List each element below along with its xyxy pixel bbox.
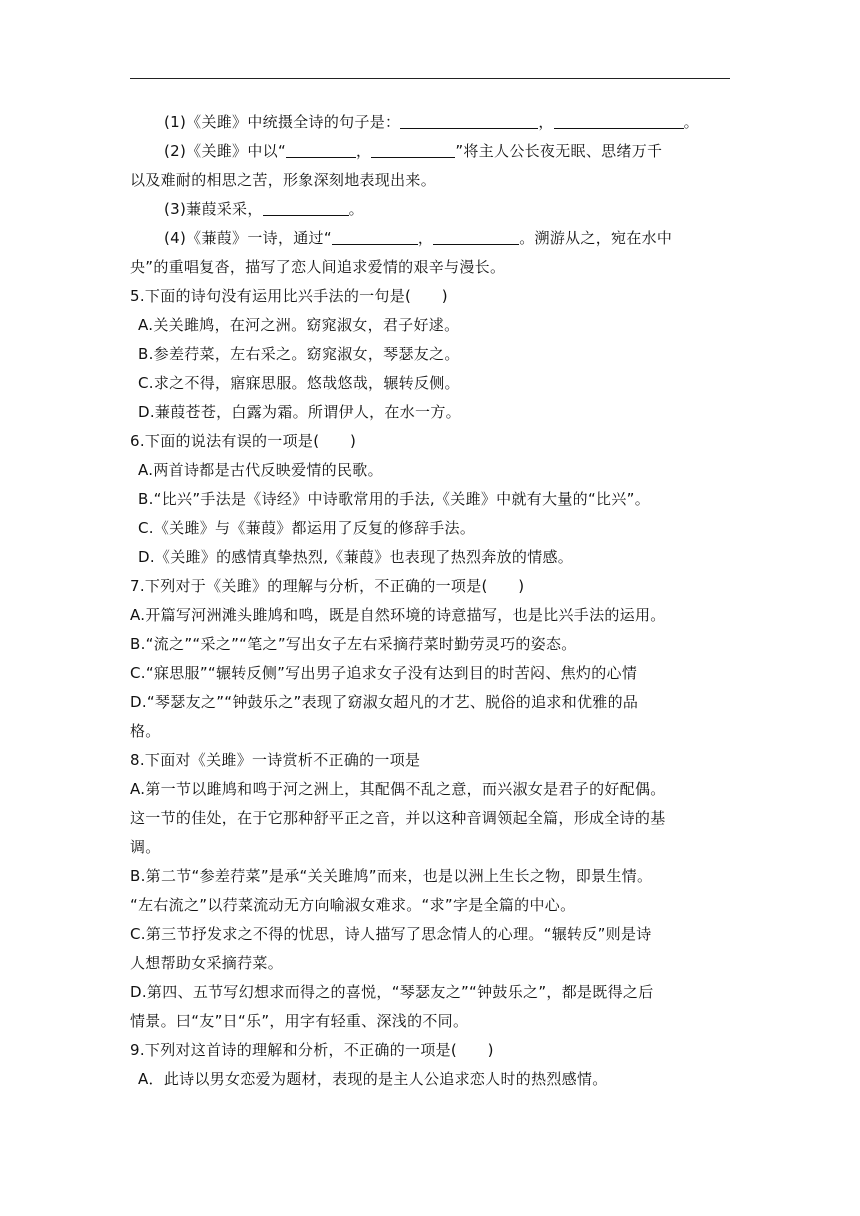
fill-in-text: 。溯游从之，宛在水中: [519, 229, 673, 247]
answer-blank[interactable]: [433, 227, 519, 245]
answer-blank[interactable]: [332, 227, 418, 245]
answer-blank[interactable]: [263, 198, 349, 216]
answer-option[interactable]: C.《关雎》与《蒹葭》都运用了反复的修辞手法。: [138, 519, 476, 537]
question-stem: 5.下面的诗句没有运用比兴手法的一句是( ): [130, 287, 448, 305]
answer-option[interactable]: A.关关雎鸠，在河之洲。窈窕淑女，君子好逑。: [138, 316, 460, 334]
fill-in-text: ”将主人公长夜无眠、思绪万千: [455, 142, 663, 160]
fill-in-text: ，: [356, 142, 372, 160]
answer-option[interactable]: C.“寐思服”“辗转反侧”写出男子追求女子没有达到目的时苦闷、焦灼的心情: [130, 664, 638, 682]
fill-in-item-2: [130, 137, 734, 166]
fill-in-text: (4)《蒹葭》一诗，通过“: [164, 229, 332, 247]
answer-option[interactable]: A.第一节以雎鸠和鸣于河之洲上，其配偶不乱之意，而兴淑女是君子的好配偶。: [130, 780, 666, 798]
answer-blank[interactable]: [286, 140, 356, 158]
answer-option-cont: 情景。曰“友”日“乐”，用字有轻重、深浅的不同。: [130, 1012, 469, 1030]
answer-blank[interactable]: [554, 111, 684, 129]
answer-option[interactable]: D.《关雎》的感情真挚热烈,《蒹葭》也表现了热烈奔放的情感。: [138, 548, 574, 566]
answer-option[interactable]: D.蒹葭苍苍，白露为霜。所谓伊人，在水一方。: [138, 403, 461, 421]
content-body: [130, 108, 734, 1094]
fill-in-text: 。: [348, 200, 364, 218]
answer-option[interactable]: D.“琴瑟友之”“钟鼓乐之”表现了窈淑女超凡的才艺、脱俗的追求和优雅的品: [130, 693, 639, 711]
answer-option-cont: 调。: [130, 838, 161, 856]
question-stem: 7.下列对于《关雎》的理解与分析，不正确的一项是( ): [130, 577, 525, 595]
answer-option[interactable]: C.第三节抒发求之不得的忧思，诗人描写了思念情人的心理。“辗转反”则是诗: [130, 925, 652, 943]
answer-option[interactable]: B.参差荇菜，左右采之。窈窕淑女，琴瑟友之。: [138, 345, 460, 363]
question-stem: 9.下列对这首诗的理解和分析，不正确的一项是( ): [130, 1041, 494, 1059]
fill-in-text: 。: [683, 113, 699, 131]
fill-in-item-1: [130, 108, 734, 137]
fill-in-item-3: [130, 195, 734, 224]
answer-option-cont: 格。: [130, 722, 161, 740]
answer-option[interactable]: D.第四、五节写幻想求而得之的喜悦，“琴瑟友之”“钟鼓乐之”，都是既得之后: [130, 983, 654, 1001]
answer-option-cont: “左右流之”以荇菜流动无方向喻淑女难求。“求”字是全篇的中心。: [130, 896, 576, 914]
fill-in-text: ，: [417, 229, 434, 247]
answer-option[interactable]: B.第二节“参差荇菜”是承“关关雎鸠”而来，也是以洲上生长之物，即景生情。: [130, 867, 653, 885]
answer-option[interactable]: A.两首诗都是古代反映爱情的民歌。: [138, 461, 383, 479]
fill-in-text: ，: [538, 113, 554, 131]
question-stem: 6.下面的说法有误的一项是( ): [130, 432, 357, 450]
answer-option[interactable]: A．此诗以男女恋爱为题材，表现的是主人公追求恋人时的热烈感情。: [138, 1070, 608, 1088]
answer-blank[interactable]: [371, 140, 455, 158]
fill-in-text: (1)《关雎》中统摄全诗的句子是：: [164, 113, 401, 131]
answer-option[interactable]: A.开篇写河洲滩头雎鸠和鸣，既是自然环境的诗意描写，也是比兴手法的运用。: [130, 606, 666, 624]
answer-blank[interactable]: [400, 111, 538, 129]
answer-option-cont: 人想帮助女采摘荇菜。: [130, 954, 284, 972]
fill-in-item-4: [130, 224, 734, 253]
answer-option[interactable]: B.“流之”“采之”“笔之”写出女子左右采摘荇菜时勤劳灵巧的姿态。: [130, 635, 577, 653]
fill-in-item-2-cont: 以及难耐的相思之苦，形象深刻地表现出来。: [130, 171, 437, 189]
question-stem: 8.下面对《关雎》一诗赏析不正确的一项是: [130, 751, 421, 769]
fill-in-text: (3)蒹葭采采，: [164, 200, 263, 218]
answer-option-cont: 这一节的佳处，在于它那种舒平正之音，并以这种音调领起全篇，形成全诗的基: [130, 809, 666, 827]
fill-in-item-4-cont: 央”的重唱复沓，描写了恋人间追求爱情的艰辛与漫长。: [130, 258, 506, 276]
fill-in-text: (2)《关雎》中以“: [164, 142, 287, 160]
header-rule: [130, 78, 730, 79]
answer-option[interactable]: B.“比兴”手法是《诗经》中诗歌常用的手法,《关雎》中就有大量的“比兴”。: [138, 490, 651, 508]
answer-option[interactable]: C.求之不得，寤寐思服。悠哉悠哉，辗转反侧。: [138, 374, 460, 392]
